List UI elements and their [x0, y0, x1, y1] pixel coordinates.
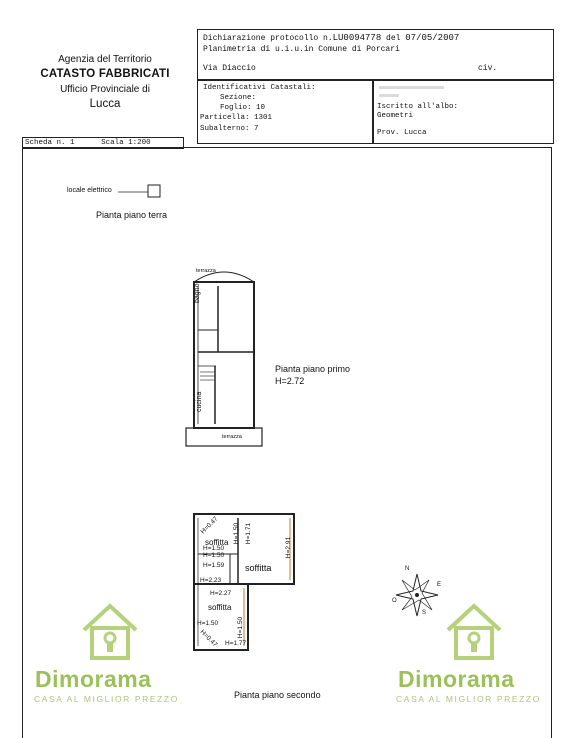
civ-label: civ.: [478, 64, 498, 73]
agency-block: [20, 52, 190, 112]
dim-h227: H=2.27: [210, 590, 232, 597]
ufficio-label: Ufficio Provinciale di: [60, 84, 150, 95]
watermark-tagline-left: CASA AL MIGLIOR PREZZO: [34, 694, 179, 704]
header-box-tecnico: [372, 79, 554, 144]
header-box-catastali: [197, 79, 374, 144]
planimetria-line: Planimetria di u.i.u.in Comune di Porcari: [203, 45, 400, 54]
dim-h150-a: H=1.50: [203, 545, 225, 552]
redacted-name: [379, 86, 444, 89]
prov-label: Prov.: [377, 129, 400, 137]
watermark-brand-right: Dimorama: [398, 666, 515, 692]
del-label: del: [386, 34, 401, 43]
bagno-label: bagno: [194, 283, 201, 303]
foglio-value: 10: [256, 104, 266, 112]
header-box-top: [197, 29, 554, 81]
address: Via Diaccio: [203, 64, 256, 73]
dim-h291: H=2.91: [285, 536, 293, 559]
subalterno-label: Subalterno:: [200, 125, 250, 133]
dim-h159: H=1.59: [203, 562, 225, 569]
compass-e: E: [437, 582, 442, 588]
foglio-label: Foglio:: [220, 104, 252, 112]
watermark-brand-left: Dimorama: [35, 666, 152, 692]
subalterno-value: 7: [254, 125, 259, 133]
soffitta-2-label: soffitta: [245, 563, 272, 573]
piano-primo-label: Pianta piano primo: [275, 364, 351, 374]
dim-h150-c: H=1.50: [233, 522, 241, 545]
sezione-label: Sezione:: [220, 94, 257, 102]
compass-o: O: [392, 598, 397, 604]
agency-name: Agenzia del Territorio: [58, 54, 152, 65]
protocol-number: LU0094778: [332, 33, 382, 43]
particella-label: Particella:: [200, 114, 250, 122]
watermark-tagline-right: CASA AL MIGLIOR PREZZO: [396, 694, 541, 704]
compass-rose-icon: [394, 572, 440, 618]
iscritto-label: Iscritto all'albo:: [377, 103, 459, 111]
catasto-title: CATASTO FABBRICATI: [40, 68, 170, 80]
scala-label: Scala: [101, 139, 124, 147]
dim-h150-b: H=1.50: [203, 552, 225, 559]
soffitta-1-label: soffitta: [205, 538, 229, 547]
scala-value: 1:200: [128, 139, 151, 147]
terrazza-bottom-label: terrazza: [222, 434, 242, 440]
locale-elettrico-symbol: [118, 184, 164, 200]
dim-h177: H=1.77: [225, 640, 247, 647]
catastali-label: Identificativi Catastali:: [203, 84, 316, 92]
compass-s: S: [422, 610, 427, 616]
dim-h223: H=2.23: [200, 577, 222, 584]
scheda-number: 1: [70, 139, 75, 147]
dim-h150-e: H=1.50: [237, 616, 245, 639]
compass-n: N: [405, 566, 410, 572]
iscritto-value: Geometri: [377, 112, 414, 120]
declaration-label: Dichiarazione protocollo n.: [203, 34, 333, 43]
piano-secondo-label: Pianta piano secondo: [234, 690, 321, 700]
ufficio-city: Lucca: [89, 98, 121, 110]
dim-h047-top: H=0.47: [199, 515, 220, 536]
particella-value: 1301: [254, 114, 273, 122]
dimorama-logo-left-icon: [78, 600, 142, 664]
prov-value: Lucca: [404, 129, 427, 137]
soffitta-3-label: soffitta: [208, 603, 232, 612]
redacted-surname: [379, 94, 399, 97]
dim-h047-bottom: H=0.47: [198, 628, 219, 649]
declaration-date: 07/05/2007: [405, 33, 460, 43]
piano-primo-height: H=2.72: [275, 376, 305, 386]
dimorama-logo-right-icon: [442, 600, 506, 664]
scheda-label: Scheda n.: [25, 139, 66, 147]
locale-elettrico-label: locale elettrico: [67, 187, 112, 194]
dim-h150-d: H=1.50: [197, 620, 219, 627]
dim-h171: H=1.71: [245, 522, 253, 545]
piano-terra-label: Pianta piano terra: [96, 210, 168, 220]
terrazza-top-label: terrazza: [196, 268, 216, 274]
cucina-label: cucina: [196, 391, 203, 412]
